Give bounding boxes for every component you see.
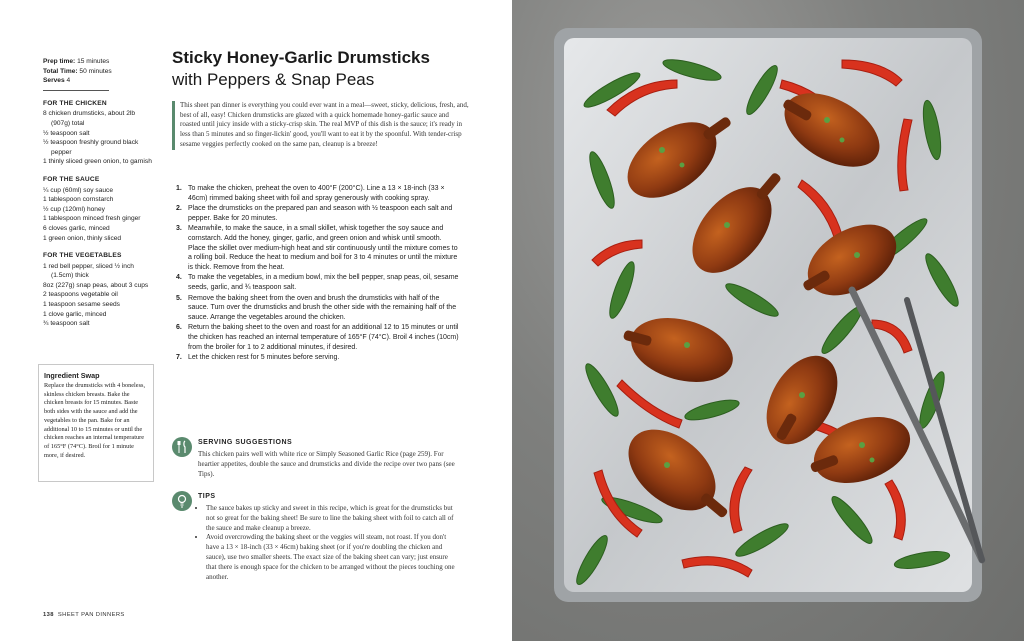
ingredient-item: ½ teaspoon freshly ground black pepper: [43, 139, 139, 156]
ingredient-item: ½ cup (120ml) honey: [43, 205, 105, 213]
lightbulb-icon: [172, 491, 192, 511]
fork-knife-icon: [172, 437, 192, 457]
step-text: Remove the baking sheet from the oven and brush the drumsticks with half of the sauce. Turn over the drumsticks and brush the other side with the remaining half of the sauce. Arrange the vegetables around the chicken.: [188, 294, 457, 321]
serves-value: 4: [66, 77, 71, 85]
step-item: [176, 184, 461, 203]
step-number: 7.: [176, 354, 182, 362]
swap-text: Replace the drumsticks with 4 boneless, skinless chicken breasts. Bake the chicken breasts for 15 minutes. Baste both sides with the sauce and add the vegetables to the pan. Bake for an additional 10 to 15 minutes or until the chicken reaches an internal temperature of 165°F (74°C). Broil for 1 minute more, if desired.: [44, 382, 146, 459]
section-name: SHEET PAN DINNERS: [57, 612, 125, 618]
step-text: Place the drumsticks on the prepared pan and season with ½ teaspoon each salt and pepper. Bake for 20 minutes.: [188, 205, 453, 222]
ingredient-item: 1 tablespoon minced fresh ginger: [43, 215, 141, 223]
serving-text: This chicken pairs well with white rice or Simply Seasoned Garlic Rice (page 259). For heartier appetites, double the sauce and drumsticks and divide the recipe over two pans (see Tips).: [198, 450, 455, 478]
step-item: [176, 224, 461, 272]
total-time-label: Total Time:: [43, 67, 78, 75]
step-text: Meanwhile, to make the sauce, in a small skillet, whisk together the soy sauce and cornstarch. Add the honey, ginger, garlic, and green onion and whisk until smooth. Place the skillet over medium-high heat and stir continuously until the mixture comes to a rolling boil. Reduce the heat to medium and boil for 3 to 4 minutes or until the mixture is thick. Remove from the heat.: [188, 225, 458, 271]
step-number: 2.: [176, 205, 182, 213]
tips-section: [172, 491, 462, 601]
intro-paragraph: This sheet pan dinner is everything you could ever want in a meal—sweet, sticky, delicious, fresh, and, best of all, easy! Chicken drumsticks are glazed with a quick homemade honey-garlic sauce and roasted until juicy inside with a sticky-crisp skin. The real MVP of this dish is the sauce; it's ready in less than 5 minutes and so finger-lickin' good, you'll want to eat it by the spoonful. With tender-crisp sesame veggies perfectly cooked on the same pan, cleanup is a breeze!: [172, 101, 470, 150]
page-number: 138: [43, 612, 54, 618]
prep-time-label: Prep time:: [43, 58, 76, 65]
step-number: 6.: [176, 324, 182, 332]
vegetables-heading: FOR THE VEGETABLES: [43, 252, 122, 260]
ingredient-item: 1 tablespoon cornstarch: [43, 196, 114, 204]
ingredient-item: ½ teaspoon salt: [43, 129, 90, 137]
ingredient-item: 1 teaspoon sesame seeds: [43, 301, 120, 309]
step-item: [176, 353, 461, 363]
tips-heading: TIPS: [198, 493, 216, 500]
ingredient-item: 1 clove garlic, minced: [43, 310, 107, 318]
tip-item: • Avoid overcrowding the baking sheet or the veggies will steam, not roast. If you don't have a 13 × 18-inch (33 × 46cm) baking sheet (or if you're doubling the chicken and sauce), use two smaller sheets. The exact size of the baking sheet can vary; just ensure that there is enough space for the chicken to be arranged without the pieces touching one another.: [206, 533, 458, 582]
total-time-value: 50 minutes: [79, 67, 112, 75]
tips-list: [198, 504, 458, 582]
recipe-title: [172, 47, 492, 91]
page-footer: [43, 612, 125, 618]
step-number: 3.: [176, 225, 182, 233]
ingredient-item: 8 chicken drumsticks, about 2lb (907g) total: [43, 110, 135, 127]
ingredient-item: 6 cloves garlic, minced: [43, 224, 110, 232]
step-item: [176, 323, 461, 352]
step-text: Return the baking sheet to the oven and roast for an additional 12 to 15 minutes or until the chicken has reached an internal temperature of 165°F (74°C). Broil 4 inches (10cm) from the broiler for 1 to 2 additional minutes, if desired.: [188, 324, 459, 351]
title-line-1: Sticky Honey-Garlic Drumsticks: [172, 48, 430, 67]
ingredient-item: 1 thinly sliced green onion, to garnish: [43, 158, 152, 166]
tip-item: • The sauce bakes up sticky and sweet in this recipe, which is great for the drumsticks but not so great for the baking sheet! Be sure to line the baking sheet with foil to catch all of the sauce and make cleanup a breeze.: [206, 504, 458, 533]
method-steps: [176, 184, 461, 364]
step-text: To make the vegetables, in a medium bowl, mix the bell pepper, snap peas, oil, sesame seeds, garlic, and ¾ teaspoon salt.: [188, 274, 459, 291]
step-text: Let the chicken rest for 5 minutes before serving.: [188, 354, 340, 362]
prep-time-value: 15 minutes: [77, 58, 110, 65]
ingredients-column: [43, 57, 155, 329]
chicken-heading: FOR THE CHICKEN: [43, 99, 107, 107]
step-text: To make the chicken, preheat the oven to 400°F (200°C). Line a 13 × 18-inch (33 × 46cm) rimmed baking sheet with foil and spray generously with cooking spray.: [188, 185, 445, 202]
ingredient-item: 8oz (227g) snap peas, about 3 cups: [43, 281, 149, 289]
ingredient-item: 1 green onion, thinly sliced: [43, 234, 122, 242]
step-item: [176, 204, 461, 223]
title-line-2: with Peppers & Snap Peas: [172, 70, 375, 89]
step-item: [176, 294, 461, 323]
ingredient-item: 2 teaspoons vegetable oil: [43, 291, 118, 299]
recipe-photo: [512, 0, 1024, 641]
step-number: 4.: [176, 274, 182, 282]
sheet-pan-illustration: [512, 0, 1024, 641]
serves-label: Serves: [43, 77, 65, 85]
ingredient-item: ¾ teaspoon salt: [43, 320, 90, 328]
ingredient-swap-box: [38, 364, 154, 482]
ingredient-item: ¼ cup (60ml) soy sauce: [43, 186, 113, 194]
divider: [43, 90, 109, 91]
step-number: 1.: [176, 185, 182, 192]
step-item: [176, 273, 461, 292]
serving-heading: SERVING SUGGESTIONS: [198, 439, 293, 446]
sauce-heading: FOR THE SAUCE: [43, 175, 100, 183]
recipe-meta: [43, 57, 155, 86]
swap-heading: Ingredient Swap: [44, 371, 100, 380]
ingredient-item: 1 red bell pepper, sliced ½ inch (1.5cm) thick: [43, 262, 134, 280]
serving-suggestions: [172, 437, 462, 487]
step-number: 5.: [176, 294, 182, 302]
